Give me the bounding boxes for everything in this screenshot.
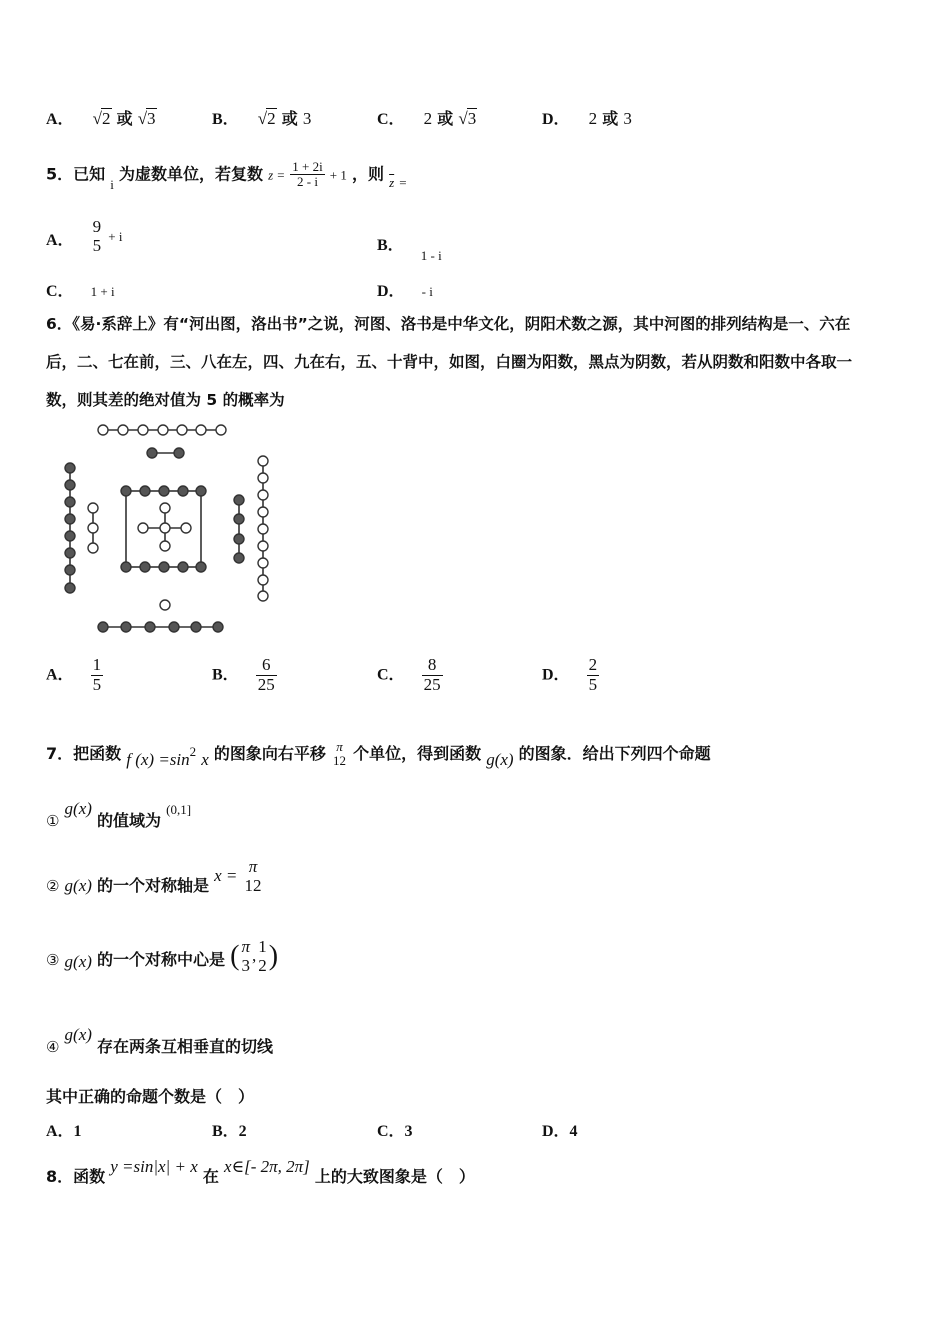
q6-option-a-label: A． (46, 666, 74, 684)
q7-fx: f (x) =sin (126, 749, 190, 769)
q5-frac-den: 2 - i (297, 174, 318, 190)
q4-option-a[interactable]: A． √2 或 √3 (46, 109, 156, 128)
q4-d-join: 或 (602, 109, 619, 128)
q6-a-den: 5 (92, 674, 102, 694)
q6-d-num: 2 (588, 655, 598, 674)
q7-proposition-4 (46, 1022, 274, 1056)
q7-p3-three: 3 (241, 955, 250, 975)
q6-c-frac (422, 656, 443, 694)
q6-option-b-label: B． (212, 666, 239, 684)
q7-square: 2 (189, 744, 197, 760)
q7-p3-frac1 (239, 938, 252, 975)
q5-z-eq: z = (268, 167, 286, 183)
q7-shift-frac (331, 740, 348, 769)
q7-p2-mark: ② (46, 877, 60, 896)
q8-function: y =sin|x| + x (110, 1157, 198, 1176)
q7-pi: π (336, 739, 343, 754)
q4-option-a-label: A． (46, 111, 74, 128)
q6-option-c[interactable] (377, 656, 443, 694)
q4-c-left: 2 (423, 109, 433, 128)
q7-option-a[interactable]: A．1 (46, 1123, 82, 1140)
q7-stem (46, 740, 711, 769)
q7-p4-text: 存在两条互相垂直的切线 (97, 1037, 274, 1056)
q5-zbar: z (389, 175, 395, 191)
q5-a-num: 9 (92, 217, 102, 236)
q4-d-left: 2 (588, 109, 598, 128)
q5-plus-one: + 1 (329, 167, 347, 183)
q7-p2-gx: g(x) (64, 876, 92, 896)
q4-option-c-label: C． (377, 111, 405, 128)
q8-stem-b: 上的大致图象是（ ） (314, 1167, 475, 1186)
q4-option-c[interactable]: C． 2 或 √3 (377, 109, 477, 128)
q4-d-right: 3 (623, 109, 632, 128)
q6-line1: 6．《易·系辞上》有“河出图，洛出书”之说，河图、洛书是中华文化，阴阳术数之源，其中河图的排列结构是一、六在 (46, 315, 851, 333)
q7-option-b[interactable]: B．2 (212, 1123, 247, 1140)
q5-a-tail: + i (108, 229, 123, 245)
q4-option-d-label: D． (542, 111, 570, 128)
q6-a-num: 1 (92, 655, 102, 674)
q5-a-frac (91, 218, 104, 255)
q7-p2-x: x = (214, 866, 238, 886)
q6-option-b[interactable] (212, 656, 277, 694)
q4-a-join: 或 (116, 109, 133, 128)
q7-p2-twelve: 12 (244, 875, 262, 895)
q7-p1-gx: g(x) (64, 799, 92, 818)
q6-b-den: 25 (257, 674, 275, 694)
q7-ask: 其中正确的命题个数是（ ） (46, 1087, 255, 1106)
q5-option-a[interactable] (46, 218, 122, 255)
q7-p3-one: 1 (258, 937, 267, 956)
q5-a-den: 5 (92, 235, 102, 255)
q4-b-sqrt2: 2 (267, 109, 276, 128)
q6-line2: 后，二、七在前，三、八在左，四、九在右，五、十背中，如图，白圈为阳数，黑点为阴数，若从阴数和阳数中各取一 (46, 353, 853, 371)
q7-p3-text: 的一个对称中心是 (97, 950, 226, 970)
q5-fraction (290, 160, 324, 190)
q5-option-c[interactable] (46, 278, 115, 301)
q5-option-b[interactable] (377, 232, 442, 263)
q5-stem-a: 5．已知 (46, 164, 106, 184)
q6-option-d[interactable] (542, 656, 599, 694)
q6-option-d-label: D． (542, 666, 570, 684)
q7-option-c[interactable]: C．3 (377, 1123, 413, 1140)
q7-stem-c: 个单位，得到函数 (353, 743, 482, 763)
q5-frac-num: 1 + 2i (292, 159, 323, 174)
q4-c-join: 或 (437, 109, 454, 128)
q5-stem-c: ，则 (351, 164, 384, 184)
q4-c-sqrt3: 3 (467, 109, 477, 128)
q7-p3-gx: g(x) (64, 952, 92, 972)
q5-i-symbol: i (110, 177, 114, 193)
q6-b-frac (256, 656, 277, 694)
q7-p3-mark: ③ (46, 951, 60, 970)
q5-option-b-label: B． (377, 237, 404, 254)
q7-proposition-3: ③ g(x) 的一个对称中心是 ( π 3 , 1 2 ) (46, 937, 279, 975)
q6-line3: 数，则其差的绝对值为 5 的概率为 (46, 391, 285, 409)
q7-p1-range: (0,1] (166, 802, 192, 817)
q8-stem-a: 8．函数 (46, 1167, 106, 1186)
q6-b-num: 6 (256, 656, 277, 676)
q6-d-frac (587, 656, 600, 694)
q6-d-den: 5 (588, 674, 598, 694)
q7-stem-d: 的图象．给出下列四个命题 (518, 743, 711, 763)
q4-option-b-label: B． (212, 111, 239, 128)
q5-stem-b: 为虚数单位，若复数 (118, 164, 263, 184)
q7-twelve: 12 (332, 753, 346, 769)
q7-x: x (201, 749, 209, 769)
q7-proposition-2 (46, 858, 264, 895)
q7-proposition-1 (46, 796, 192, 830)
q5-option-c-label: C． (46, 283, 74, 300)
q4-b-join: 或 (281, 109, 298, 128)
q7-p3-two: 2 (258, 955, 267, 975)
q6-a-frac (91, 656, 104, 694)
q6-c-num: 8 (422, 656, 443, 676)
q7-p3-frac2 (256, 938, 269, 975)
q8-stem (46, 1154, 475, 1186)
q5-option-d-label: D． (377, 283, 405, 300)
q7-p1-mark: ① (46, 812, 60, 830)
q8-zai: 在 (202, 1167, 219, 1186)
q8-domain: x∈[- 2π, 2π] (223, 1157, 310, 1176)
q7-p2-pi: π (248, 857, 258, 876)
q5-stem (46, 159, 407, 193)
q5-b-val: 1 - i (420, 248, 442, 263)
q5-c-val: 1 + i (90, 284, 115, 299)
q6-c-den: 25 (423, 674, 441, 694)
q4-b-right: 3 (302, 109, 312, 128)
q7-p2-text: 的一个对称轴是 (97, 876, 210, 896)
q7-gx: g(x) (486, 749, 514, 769)
q4-option-b[interactable]: B． √2 或 3 (212, 109, 312, 128)
q4-a-sqrt2: 2 (102, 109, 111, 128)
q4-option-d[interactable] (542, 106, 632, 129)
q6-option-a[interactable] (46, 656, 103, 694)
q6-option-c-label: C． (377, 666, 405, 684)
q5-eq: = (399, 175, 407, 191)
q7-p3-pi: π (241, 937, 250, 956)
q7-p1-text: 的值域为 (97, 811, 162, 830)
q5-option-d[interactable] (377, 278, 433, 301)
q7-stem-b: 的图象向右平移 (213, 743, 326, 763)
q7-stem-a: 7．把函数 (46, 743, 122, 763)
q4-a-sqrt3: 3 (147, 109, 156, 128)
q7-p2-frac (243, 858, 264, 895)
q5-option-a-label: A． (46, 232, 74, 250)
q7-p4-mark: ④ (46, 1038, 60, 1056)
q5-d-val: - i (421, 284, 433, 299)
hetu-diagram (55, 418, 285, 643)
q7-p4-gx: g(x) (64, 1025, 92, 1044)
q7-option-d[interactable]: D．4 (542, 1123, 578, 1140)
